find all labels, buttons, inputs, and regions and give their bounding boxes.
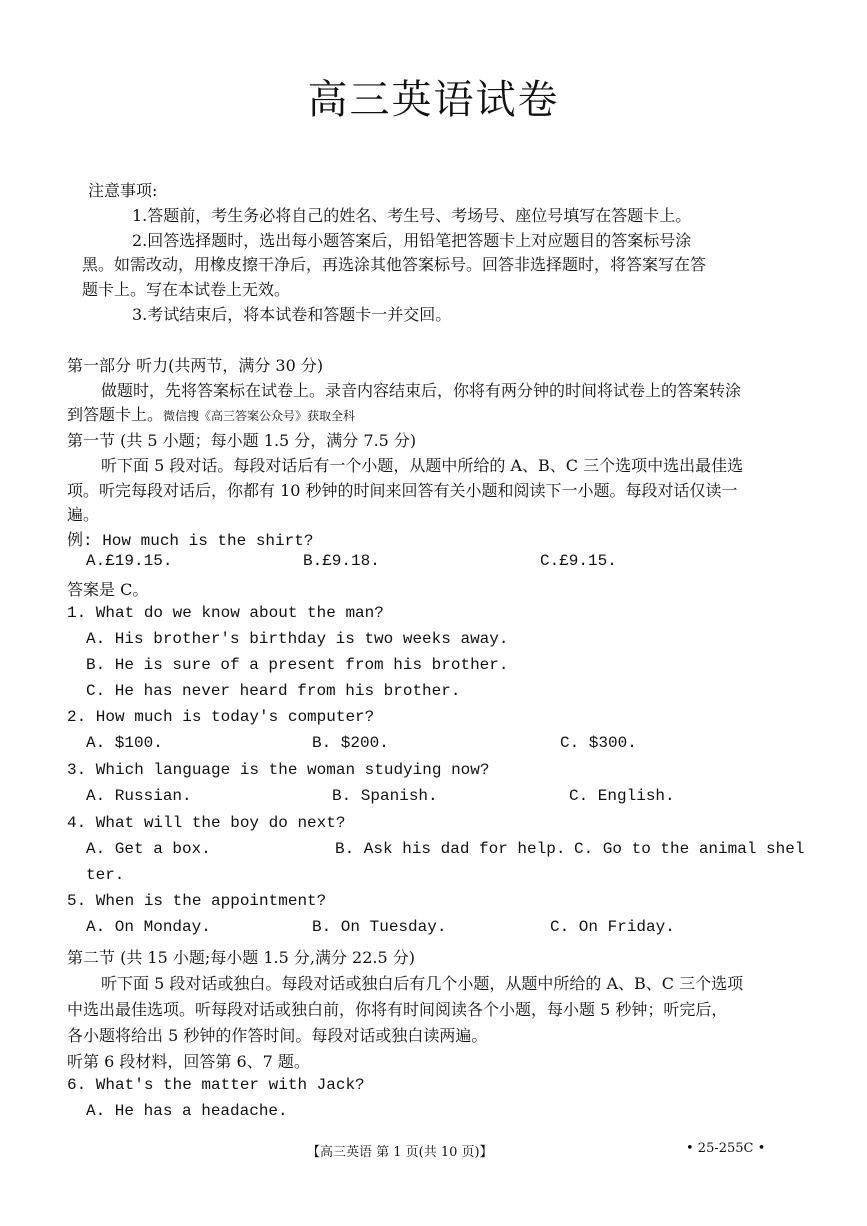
footer-page-info: 【高三英语 第 1 页(共 10 页)】	[307, 1145, 493, 1160]
section1-intro-line-1: 听下面 5 段对话。每段对话后有一个小题，从题中所给的 A、B、C 三个选项中选出最佳选	[101, 456, 744, 475]
question-5-option-c: C. On Friday.	[550, 918, 675, 936]
question-3-option-c: C. English.	[569, 787, 675, 805]
notice-item-2-line-2: 黑。如需改动，用橡皮擦干净后，再选涂其他答案标号。回答非选择题时，将答案写在答	[82, 255, 707, 274]
example-option-c: C.£9.15.	[540, 552, 617, 570]
part1-heading: 第一部分 听力(共两节，满分 30 分)	[67, 356, 324, 375]
notice-item-2-line-1: 2.回答选择题时，选出每小题答案后，用铅笔把答题卡上对应题目的答案标号涂	[132, 231, 692, 250]
question-5: 5. When is the appointment?	[67, 892, 327, 910]
section1-intro-line-2: 项。听完每段对话后，你都有 10 秒钟的时间来回答有关小题和阅读下一小题。每段对话仅读一	[67, 481, 738, 500]
question-2-option-c: C. $300.	[560, 734, 637, 752]
part1-intro-line-2	[67, 402, 355, 425]
question-6-option-a: A. He has a headache.	[86, 1102, 288, 1120]
notice-item-2-line-3: 题卡上。写在本试卷上无效。	[82, 280, 291, 299]
question-5-option-a: A. On Monday.	[86, 918, 211, 936]
question-4: 4. What will the boy do next?	[67, 814, 346, 832]
question-1-option-b: B. He is sure of a present from his brother.	[86, 656, 509, 674]
example-option-a: A.£19.15.	[86, 552, 173, 570]
question-1-option-a: A. His brother's birthday is two weeks away.	[86, 630, 509, 648]
notice-item-1: 1.答题前，考生务必将自己的姓名、考生号、考场号、座位号填写在答题卡上。	[132, 206, 692, 225]
question-3: 3. Which language is the woman studying now?	[67, 761, 490, 779]
part1-intro-line-1: 做题时，先将答案标在试卷上。录音内容结束后，你将有两分钟的时间将试卷上的答案转涂	[101, 381, 742, 400]
notice-item-3: 3.考试结束后，将本试卷和答题卡一并交回。	[132, 305, 452, 324]
footer-code: • 25-255C •	[686, 1141, 766, 1156]
section2-intro-line-2: 中选出最佳选项。听每段对话或独白前，你将有时间阅读各个小题，每小题 5 秒钟；听完后，	[67, 1000, 728, 1019]
section1-heading: 第一节 (共 5 小题；每小题 1.5 分，满分 7.5 分)	[67, 431, 417, 450]
question-4-option-c-continued: ter.	[86, 866, 125, 884]
section2-material-note: 听第 6 段材料，回答第 6、7 题。	[67, 1052, 310, 1071]
question-2: 2. How much is today's computer?	[67, 708, 375, 726]
question-4-option-b: B. Ask his dad for help.	[335, 840, 566, 858]
question-1: 1. What do we know about the man?	[67, 604, 384, 622]
question-1-option-c: C. He has never heard from his brother.	[86, 682, 461, 700]
notice-heading: 注意事项:	[88, 181, 158, 200]
part1-intro-text: 到答题卡上。	[67, 405, 164, 424]
watermark-text: 微信搜《高三答案公众号》获取全科	[163, 409, 356, 423]
question-6: 6. What's the matter with Jack?	[67, 1076, 365, 1094]
section1-intro-line-3: 遍。	[67, 505, 100, 524]
page-title: 高三英语试卷	[307, 77, 560, 123]
question-2-option-b: B. $200.	[312, 734, 389, 752]
section2-intro-line-3: 各小题将给出 5 秒钟的作答时间。每段对话或独白读两遍。	[67, 1026, 488, 1045]
section2-heading: 第二节 (共 15 小题;每小题 1.5 分,满分 22.5 分)	[67, 948, 415, 967]
question-3-option-a: A. Russian.	[86, 787, 192, 805]
example-option-b: B.£9.18.	[303, 552, 380, 570]
question-5-option-b: B. On Tuesday.	[312, 918, 447, 936]
question-4-option-a: A. Get a box.	[86, 840, 211, 858]
example-question: 例: How much is the shirt?	[67, 532, 314, 550]
question-3-option-b: B. Spanish.	[332, 787, 438, 805]
question-2-option-a: A. $100.	[86, 734, 163, 752]
example-answer: 答案是 C。	[67, 580, 149, 599]
section2-intro-line-1: 听下面 5 段对话或独白。每段对话或独白后有几个小题，从题中所给的 A、B、C 三个选项	[101, 974, 744, 993]
question-4-option-c: C. Go to the animal shel	[574, 840, 805, 858]
